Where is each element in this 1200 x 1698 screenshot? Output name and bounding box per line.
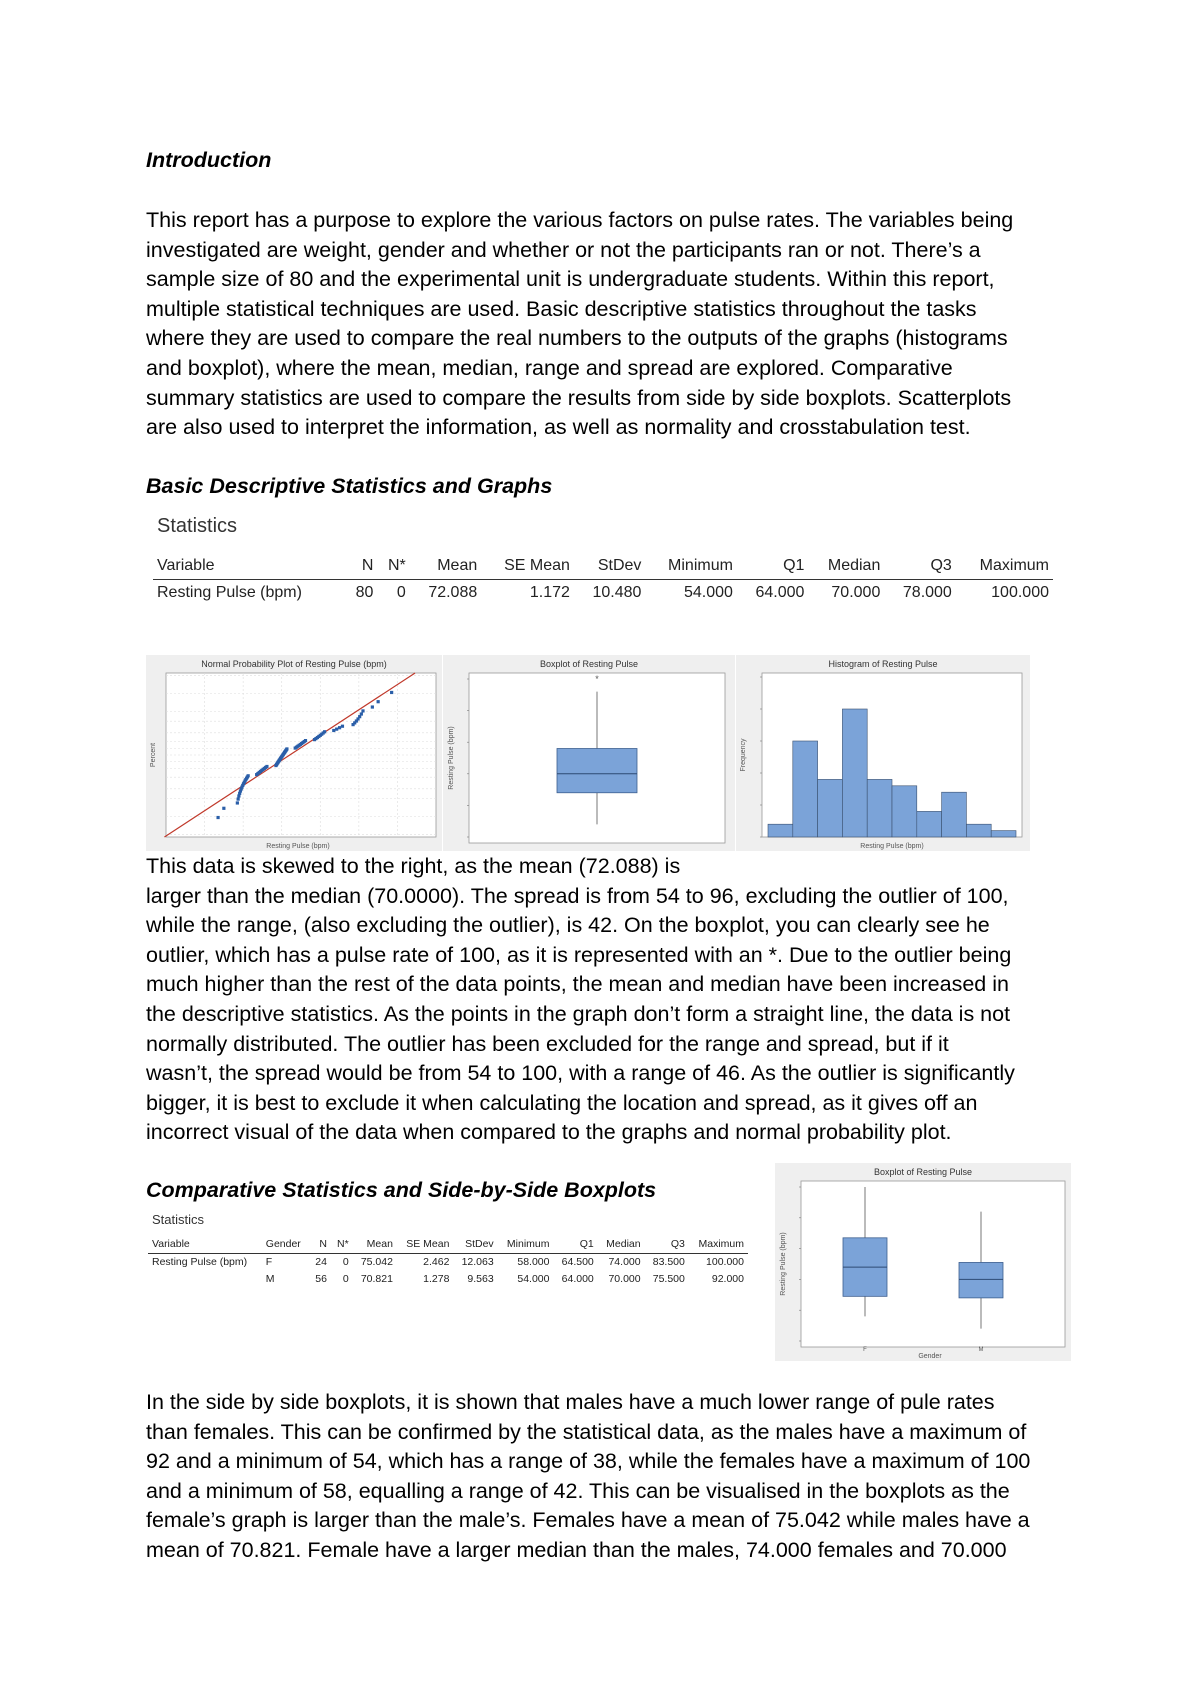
- basic-table-title: Statistics: [157, 515, 238, 537]
- col-variable: Variable: [153, 553, 345, 580]
- col-q3: Q3: [645, 1236, 689, 1254]
- data-point: [304, 739, 307, 742]
- col-n: N: [309, 1236, 331, 1254]
- cell: 9.563: [467, 1273, 494, 1285]
- intro-line: multiple statistical techniques are used. Basic descriptive statistics throughout the tasks: [146, 296, 977, 321]
- data-point: [338, 726, 341, 729]
- histogram-bar: [917, 811, 942, 837]
- plot-area: [801, 1181, 1065, 1347]
- histogram-y-label: Frequency: [740, 738, 747, 772]
- cell: 80: [355, 584, 374, 601]
- data-point: [265, 765, 268, 768]
- category-tick-label: F: [863, 1347, 867, 1353]
- col-variable: Variable: [148, 1236, 262, 1254]
- discussion-line: In the side by side boxplots, it is shown that males have a much lower range of pule rates: [146, 1390, 995, 1414]
- col-maximum: Maximum: [689, 1236, 748, 1254]
- histogram-title: Histogram of Resting Pulse: [828, 659, 938, 669]
- cell: 83.500: [652, 1256, 685, 1268]
- data-point: [341, 725, 344, 728]
- table-row: [153, 580, 1053, 607]
- data-point: [237, 797, 240, 800]
- data-point: [285, 747, 288, 750]
- histogram-bar: [966, 824, 991, 837]
- col-q3: Q3: [884, 553, 955, 580]
- cell: 54.000: [683, 584, 733, 601]
- intro-line: investigated are weight, gender and whether or not the participants ran or not. There’s a: [146, 237, 981, 262]
- col-stdev: StDev: [453, 1236, 497, 1254]
- col-se-mean: SE Mean: [397, 1236, 453, 1254]
- cell: 70.000: [608, 1273, 641, 1285]
- cell: 24: [315, 1256, 327, 1268]
- col-nstar: N*: [331, 1236, 353, 1254]
- data-point: [371, 705, 374, 708]
- intro-heading: Introduction: [146, 148, 272, 172]
- boxplot-y-label: Resting Pulse (bpm): [448, 726, 455, 790]
- discussion-line: while the range, (also excluding the outlier), is 42. On the boxplot, you can clearly see he: [146, 913, 990, 938]
- col-median: Median: [598, 1236, 645, 1254]
- histogram-x-label: Resting Pulse (bpm): [860, 843, 924, 850]
- col-minimum: Minimum: [498, 1236, 554, 1254]
- col-mean: Mean: [410, 553, 481, 580]
- cell: 92.000: [711, 1273, 744, 1285]
- side-boxplot-title: Boxplot of Resting Pulse: [873, 1167, 973, 1177]
- probability-plot: [146, 655, 442, 851]
- cell: 64.000: [755, 584, 805, 601]
- probability-x-label: Resting Pulse (bpm): [266, 843, 330, 850]
- basic-heading: Basic Descriptive Statistics and Graphs: [146, 474, 553, 498]
- cell: 2.462: [423, 1256, 450, 1268]
- discussion-line: than females. This can be confirmed by the statistical data, as the males have a maximum of: [146, 1419, 1027, 1444]
- boxplot-title: Boxplot of Resting Pulse: [539, 659, 639, 669]
- histogram: [736, 655, 1030, 851]
- histogram-bar: [867, 779, 892, 837]
- cell: Resting Pulse (bpm): [152, 1256, 248, 1268]
- comparative-stats-table: [148, 1236, 748, 1288]
- probability-plot-title: Normal Probability Plot of Resting Pulse (bpm): [201, 659, 387, 669]
- cell: F: [265, 1256, 273, 1268]
- col-maximum: Maximum: [956, 553, 1053, 580]
- cell: 70.000: [831, 584, 881, 601]
- table-row: [148, 1271, 748, 1288]
- col-q1: Q1: [737, 553, 808, 580]
- cell: 0: [396, 584, 406, 601]
- cell: 75.500: [652, 1273, 685, 1285]
- data-point: [247, 774, 250, 777]
- intro-line: summary statistics are used to compare the results from side by side boxplots. Scatterplots: [146, 385, 1012, 410]
- cell: 74.000: [608, 1256, 641, 1268]
- cell: 12.063: [461, 1256, 494, 1268]
- intro-line: This report has a purpose to explore the various factors on pulse rates. The variables being: [146, 208, 1014, 232]
- side-by-side-boxplot-figure: [775, 1163, 1071, 1361]
- basic-stats-table: [153, 553, 1053, 606]
- discussion2-paragraph: [146, 1388, 1076, 1566]
- cell: M: [265, 1273, 275, 1285]
- discussion-line: outlier, which has a pulse rate of 100, as it is represented with an *. Due to the outlier being: [146, 942, 1012, 967]
- cell: 0: [342, 1256, 349, 1268]
- comparative-table-title: Statistics: [152, 1212, 205, 1227]
- cell: 78.000: [902, 584, 952, 601]
- cell: 64.500: [561, 1256, 594, 1268]
- col-gender: Gender: [262, 1236, 309, 1254]
- discussion-line: larger than the median (70.0000). The spread is from 54 to 96, excluding the outlier of 100,: [146, 883, 1009, 908]
- histogram-bar: [793, 741, 818, 837]
- cell: 64.000: [561, 1273, 594, 1285]
- col-n: N: [345, 553, 377, 580]
- side-by-side-boxplot: [775, 1163, 1071, 1361]
- histogram-bar: [842, 709, 867, 837]
- histogram-bar: [942, 792, 967, 837]
- cell: 75.042: [360, 1256, 393, 1268]
- discussion-line: much higher than the rest of the data points, the mean and median have been increased in: [146, 972, 1009, 997]
- boxplot: [443, 655, 735, 851]
- intro-line: and boxplot), where the mean, median, range and spread are explored. Comparative: [146, 355, 953, 380]
- discussion-line: bigger, it is best to exclude it when calculating the location and spread, as it gives off an: [146, 1090, 978, 1115]
- boxplot-figure: [443, 655, 735, 851]
- histogram-figure: [736, 655, 1030, 851]
- side-boxplot-y-label: Resting Pulse (bpm): [780, 1232, 787, 1296]
- cell: 100.000: [706, 1256, 744, 1268]
- cell: 72.088: [428, 584, 478, 601]
- intro-line: sample size of 80 and the experimental unit is undergraduate students. Within this report,: [146, 267, 995, 292]
- iqr-box: [959, 1262, 1003, 1297]
- cell: 100.000: [991, 584, 1049, 601]
- col-q1: Q1: [554, 1236, 598, 1254]
- cell: 58.000: [517, 1256, 550, 1268]
- cell: 70.821: [360, 1273, 393, 1285]
- discussion-line: mean of 70.821. Female have a larger median than the males, 74.000 females and 70.000: [146, 1537, 1007, 1562]
- col-se-mean: SE Mean: [481, 553, 574, 580]
- cell: 0: [342, 1273, 349, 1285]
- probability-y-label: Percent: [150, 742, 157, 768]
- col-mean: Mean: [353, 1236, 397, 1254]
- data-point: [390, 691, 393, 694]
- col-nstar: N*: [377, 553, 409, 580]
- col-median: Median: [808, 553, 884, 580]
- histogram-bar: [818, 779, 843, 837]
- data-point: [377, 700, 380, 703]
- probability-plot-figure: [146, 655, 442, 851]
- histogram-bar: [768, 824, 793, 837]
- data-point: [335, 728, 338, 731]
- data-point: [361, 709, 364, 712]
- discussion-line: incorrect visual of the data when compared to the graphs and normal probability plot.: [146, 1120, 952, 1145]
- discussion-line: and a minimum of 58, equalling a range of 42. This can be visualised in the boxplots as the: [146, 1478, 1010, 1503]
- cell: Resting Pulse (bpm): [157, 584, 302, 601]
- outlier-marker: *: [595, 674, 599, 684]
- cell: 1.172: [529, 584, 570, 601]
- discussion-line: This data is skewed to the right, as the mean (72.088) is: [146, 854, 681, 878]
- data-point: [222, 807, 225, 810]
- intro-line: where they are used to compare the real numbers to the outputs of the graphs (histograms: [146, 326, 1008, 351]
- table-header-row: [153, 553, 1053, 580]
- data-point: [360, 712, 363, 715]
- table-header-row: [148, 1236, 748, 1254]
- table-row: [148, 1254, 748, 1272]
- discussion-line: wasn’t, the spread would be from 54 to 100, with a range of 46. As the outlier is significantly: [146, 1061, 1015, 1086]
- data-point: [236, 801, 239, 804]
- discussion1-paragraph: [146, 852, 1076, 1148]
- comparative-heading: Comparative Statistics and Side-by-Side Boxplots: [146, 1178, 657, 1202]
- histogram-bar: [892, 786, 917, 837]
- side-boxplot-x-label: Gender: [918, 1353, 942, 1360]
- col-minimum: Minimum: [645, 553, 737, 580]
- cell: 56: [315, 1273, 327, 1285]
- discussion-line: normally distributed. The outlier has been excluded for the range and spread, but if it: [146, 1031, 949, 1056]
- category-tick-label: M: [978, 1347, 984, 1353]
- cell: 1.278: [423, 1273, 450, 1285]
- discussion-line: 92 and a minimum of 54, which has a range of 38, while the females have a maximum of 100: [146, 1449, 1031, 1474]
- col-stdev: StDev: [574, 553, 645, 580]
- data-point: [332, 729, 335, 732]
- intro-paragraph: [146, 206, 1076, 443]
- discussion-line: the descriptive statistics. As the points in the graph don’t form a straight line, the data is not: [146, 1001, 1011, 1026]
- discussion-line: female’s graph is larger than the male’s. Females have a mean of 75.042 while males have a: [146, 1508, 1030, 1533]
- data-point: [323, 730, 326, 733]
- cell: [148, 1271, 262, 1288]
- intro-line: are also used to interpret the information, as well as normality and crosstabulation test.: [146, 415, 971, 440]
- cell: 10.480: [592, 584, 642, 601]
- cell: 54.000: [517, 1273, 550, 1285]
- data-point: [216, 816, 219, 819]
- histogram-bar: [991, 831, 1016, 837]
- iqr-box: [557, 749, 637, 793]
